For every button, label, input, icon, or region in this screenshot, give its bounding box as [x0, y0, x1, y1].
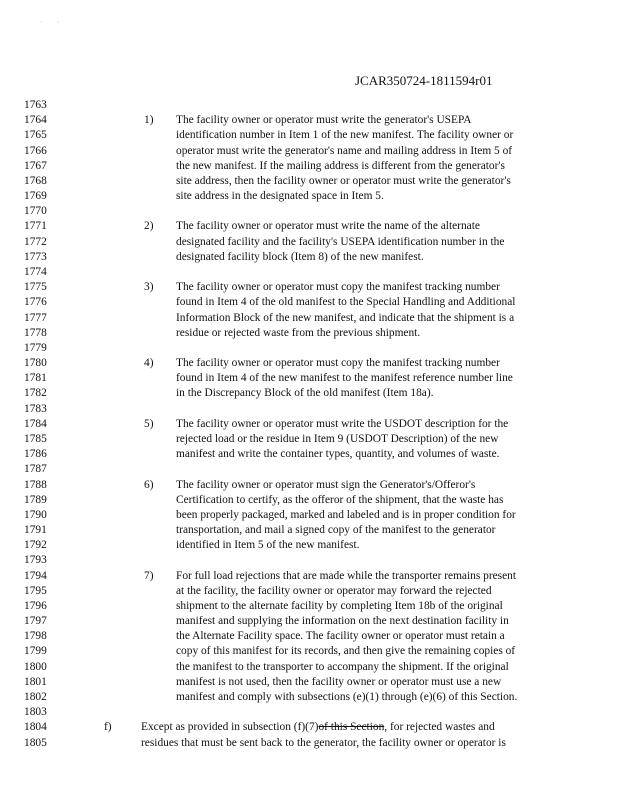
document-line: [0, 508, 618, 523]
line-text-part: designated facility block (Item 8) of the new manifest.: [176, 250, 424, 263]
document-line: [0, 569, 618, 584]
item-marker: 1): [144, 114, 154, 127]
line-text: [176, 584, 492, 599]
line-text: [176, 311, 514, 326]
line-text-part: transportation, and mail a signed copy of the manifest to the generator: [176, 524, 496, 537]
line-text-part: the manifest to the transporter to accompany the shipment. If the original: [176, 660, 509, 673]
document-line: [0, 432, 618, 447]
line-number: 1797: [24, 615, 47, 628]
document-line: [0, 341, 618, 356]
line-number: 1799: [24, 645, 47, 658]
line-text: [176, 326, 420, 341]
line-text-part: at the facility, the facility owner or operator may forward the rejected: [176, 584, 492, 597]
line-text: [176, 493, 503, 508]
document-line: [0, 599, 618, 614]
document-line: [0, 159, 618, 174]
document-line: [0, 219, 618, 234]
item-marker: 6): [144, 478, 154, 491]
line-text: [176, 386, 433, 401]
line-text-part: residues that must be sent back to the generator, the facility owner or operator is: [141, 736, 506, 749]
line-text: [176, 690, 517, 705]
line-text-part: the new manifest. If the mailing address is different from the generator's: [176, 159, 505, 172]
document-line: [0, 98, 618, 113]
item-marker: 2): [144, 220, 154, 233]
line-number: 1798: [24, 630, 47, 643]
line-number: 1768: [24, 174, 47, 187]
document-line: [0, 447, 618, 462]
line-number: 1776: [24, 296, 47, 309]
line-text: [141, 720, 495, 735]
line-number: 1789: [24, 493, 47, 506]
document-line: [0, 250, 618, 265]
line-number: 1784: [24, 417, 47, 430]
scan-specks: · ·: [40, 20, 59, 26]
line-text: [176, 174, 511, 189]
line-number: 1796: [24, 599, 47, 612]
line-number: 1794: [24, 569, 47, 582]
document-line: [0, 660, 618, 675]
line-number: 1778: [24, 326, 47, 339]
line-number: 1782: [24, 387, 47, 400]
document-line: [0, 720, 618, 735]
line-text-part: found in Item 4 of the new manifest to the manifest reference number line: [176, 372, 513, 385]
line-text: [176, 219, 480, 234]
document-line: [0, 235, 618, 250]
line-number: 1774: [24, 265, 47, 278]
struck-text: of this Section: [318, 721, 385, 734]
line-number: 1783: [24, 402, 47, 415]
line-number: 1801: [24, 675, 47, 688]
line-text: [176, 159, 505, 174]
document-line: [0, 144, 618, 159]
line-text: [176, 356, 500, 371]
line-text-part: residue or rejected waste from the previous shipment.: [176, 326, 421, 339]
document-line: [0, 538, 618, 553]
document-line: [0, 584, 618, 599]
line-text: [176, 614, 509, 629]
document-line: [0, 705, 618, 720]
line-text: [176, 250, 424, 265]
item-marker: 3): [144, 281, 154, 294]
document-line: [0, 462, 618, 477]
line-text-part: manifest is not used, then the facility owner or operator must use a new: [176, 675, 502, 688]
line-text: [176, 432, 498, 447]
line-text-part: Information Block of the new manifest, and indicate that the shipment is a: [176, 311, 515, 324]
line-text: [176, 508, 516, 523]
line-number: 1781: [24, 372, 47, 385]
line-number: 1777: [24, 311, 47, 324]
line-text-part: For full load rejections that are made while the transporter remains present: [176, 569, 517, 582]
line-text: [176, 295, 515, 310]
document-code: JCAR350724-1811594r01: [355, 73, 493, 88]
line-text: [176, 280, 500, 295]
document-line: [0, 356, 618, 371]
line-text: [176, 569, 516, 584]
line-number: 1780: [24, 357, 47, 370]
item-marker: f): [104, 721, 112, 734]
document-line: [0, 326, 618, 341]
line-text-part: The facility owner or operator must write the generator's USEPA: [176, 114, 472, 127]
line-text-part: in the Discrepancy Block of the old manifest (Item 18a).: [176, 387, 434, 400]
line-text: [176, 189, 384, 204]
line-number: 1785: [24, 432, 47, 445]
line-text: [176, 599, 503, 614]
line-number: 1802: [24, 691, 47, 704]
line-text: [176, 447, 500, 462]
line-number: 1772: [24, 235, 47, 248]
line-text-part: found in Item 4 of the old manifest to the Special Handling and Additional: [176, 296, 516, 309]
line-number: 1769: [24, 190, 47, 203]
document-line: [0, 493, 618, 508]
line-text: [176, 629, 505, 644]
line-number: 1765: [24, 129, 47, 142]
line-text-part: The facility owner or operator must copy the manifest tracking number: [176, 357, 500, 370]
line-number: 1779: [24, 341, 47, 354]
line-text-part: manifest and write the container types, quantity, and volumes of waste.: [176, 448, 500, 461]
line-text-part: Except as provided in subsection (f)(7): [141, 721, 319, 734]
document-line: [0, 113, 618, 128]
line-text: [176, 417, 508, 432]
line-number: 1770: [24, 205, 47, 218]
line-text-part: site address, then the facility owner or operator must write the generator's: [176, 174, 511, 187]
document-line: [0, 402, 618, 417]
line-number: 1763: [24, 99, 47, 111]
line-text: [176, 128, 513, 143]
line-text: [176, 660, 509, 675]
line-number: 1788: [24, 478, 47, 491]
document-line: [0, 189, 618, 204]
line-text: [176, 478, 475, 493]
line-text-part: The facility owner or operator must copy the manifest tracking number: [176, 281, 500, 294]
line-text-part: operator must write the generator's name and mailing address in Item 5 of: [176, 144, 513, 157]
line-number: 1773: [24, 250, 47, 263]
line-text-part: rejected load or the residue in Item 9 (USDOT Description) of the new: [176, 432, 499, 445]
document-line: [0, 311, 618, 326]
document-line: [0, 629, 618, 644]
line-text-part: , for rejected wastes and: [384, 721, 495, 734]
line-text-part: identified in Item 5 of the new manifest.: [176, 539, 360, 552]
line-number: 1804: [24, 721, 47, 734]
line-text: [176, 644, 515, 659]
line-text-part: The facility owner or operator must sign the Generator's/Offeror's: [176, 478, 476, 491]
line-number: 1790: [24, 508, 47, 521]
line-text-part: manifest and comply with subsections (e)(1) through (e)(6) of this Section.: [176, 691, 518, 704]
document-line: [0, 736, 618, 751]
line-number: 1800: [24, 660, 47, 673]
line-text-part: been properly packaged, marked and labeled and is in proper condition for: [176, 508, 516, 521]
line-text-part: site address in the designated space in Item 5.: [176, 190, 384, 203]
document-line: [0, 614, 618, 629]
line-text-part: Certification to certify, as the offeror of the shipment, that the waste has: [176, 493, 504, 506]
line-number: 1787: [24, 463, 47, 476]
line-text-part: identification number in Item 1 of the new manifest. The facility owner or: [176, 129, 514, 142]
document-line: [0, 690, 618, 705]
item-marker: 5): [144, 417, 154, 430]
document-line: [0, 417, 618, 432]
line-number: 1791: [24, 524, 47, 537]
line-text: [176, 523, 495, 538]
line-text-part: The facility owner or operator must write the USDOT description for the: [176, 417, 509, 430]
document-line: [0, 174, 618, 189]
line-text: [176, 371, 513, 386]
item-marker: 7): [144, 569, 154, 582]
line-number: 1795: [24, 584, 47, 597]
line-text: [176, 675, 501, 690]
document-line: [0, 280, 618, 295]
document-line: [0, 553, 618, 568]
line-number: 1764: [24, 114, 47, 127]
document-line: [0, 204, 618, 219]
line-number: 1766: [24, 144, 47, 157]
line-text-part: The facility owner or operator must write the name of the alternate: [176, 220, 480, 233]
line-text: [176, 235, 504, 250]
line-text-part: the Alternate Facility space. The facility owner or operator must retain a: [176, 630, 505, 643]
document-line: [0, 265, 618, 280]
document-line: [0, 644, 618, 659]
document-line: [0, 523, 618, 538]
item-marker: 4): [144, 357, 154, 370]
document-line: [0, 478, 618, 493]
line-number: 1793: [24, 554, 47, 567]
line-text: [176, 144, 512, 159]
line-number: 1786: [24, 448, 47, 461]
document-line: [0, 675, 618, 690]
line-number: 1805: [24, 736, 47, 749]
line-text: [176, 538, 359, 553]
line-number: 1767: [24, 159, 47, 172]
line-text: [176, 113, 472, 128]
line-text-part: copy of this manifest for its records, and then give the remaining copies of: [176, 645, 516, 658]
line-text-part: designated facility and the facility's USEPA identification number in the: [176, 235, 505, 248]
line-number: 1775: [24, 281, 47, 294]
document-line: [0, 128, 618, 143]
document-line: [0, 371, 618, 386]
line-text: [141, 736, 506, 751]
line-text-part: manifest and supplying the information on the next destination facility in: [176, 615, 509, 628]
document-line: [0, 386, 618, 401]
document-line: [0, 295, 618, 310]
line-number: 1792: [24, 539, 47, 552]
line-text-part: shipment to the alternate facility by completing Item 18b of the original: [176, 599, 503, 612]
line-number: 1771: [24, 220, 47, 233]
line-number: 1803: [24, 706, 47, 719]
